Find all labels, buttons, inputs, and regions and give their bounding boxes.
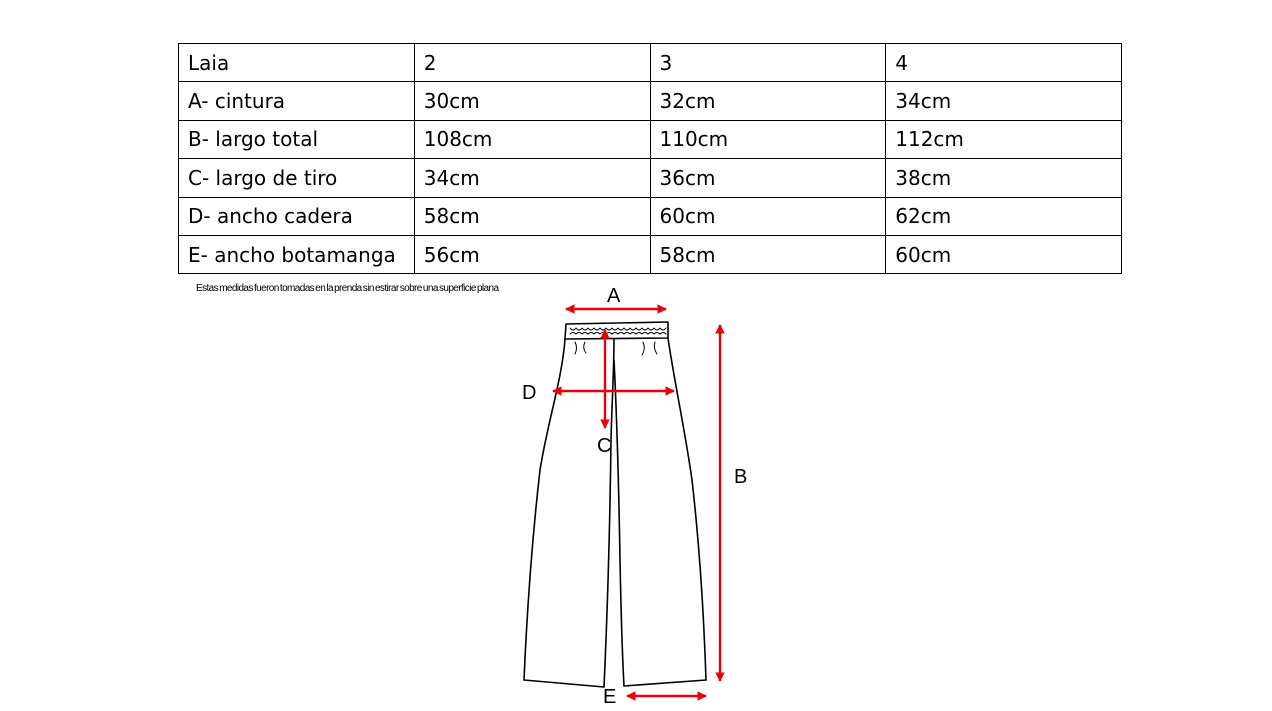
table-cell: 36cm: [650, 159, 886, 197]
header-model-name: Laia: [179, 44, 415, 82]
table-cell: 112cm: [886, 120, 1122, 158]
label-b: B: [734, 466, 748, 488]
table-cell: 38cm: [886, 159, 1122, 197]
table-cell: 34cm: [886, 82, 1122, 120]
measure-label: A- cintura: [179, 82, 415, 120]
table-cell: 108cm: [414, 120, 650, 158]
table-cell: 58cm: [414, 197, 650, 235]
table-cell: 58cm: [650, 235, 886, 273]
label-d: D: [522, 382, 537, 404]
table-cell: 60cm: [650, 197, 886, 235]
measure-label: B- largo total: [179, 120, 415, 158]
table-cell: 34cm: [414, 159, 650, 197]
table-cell: 110cm: [650, 120, 886, 158]
label-a: A: [607, 285, 621, 307]
label-e: E: [603, 686, 617, 708]
table-cell: 32cm: [650, 82, 886, 120]
measure-label: C- largo de tiro: [179, 159, 415, 197]
header-size-3: 3: [650, 44, 886, 82]
label-c: C: [597, 435, 612, 457]
measurement-note: Estas medidas fueron tomadas en la prenda sin estirar sobre una superficie plana: [196, 283, 499, 294]
table-cell: 30cm: [414, 82, 650, 120]
table-cell: 62cm: [886, 197, 1122, 235]
header-size-2: 2: [414, 44, 650, 82]
header-size-4: 4: [886, 44, 1122, 82]
measure-label: E- ancho botamanga: [179, 235, 415, 273]
measure-label: D- ancho cadera: [179, 197, 415, 235]
pants-outline: [524, 322, 706, 687]
table-cell: 56cm: [414, 235, 650, 273]
table-cell: 60cm: [886, 235, 1122, 273]
